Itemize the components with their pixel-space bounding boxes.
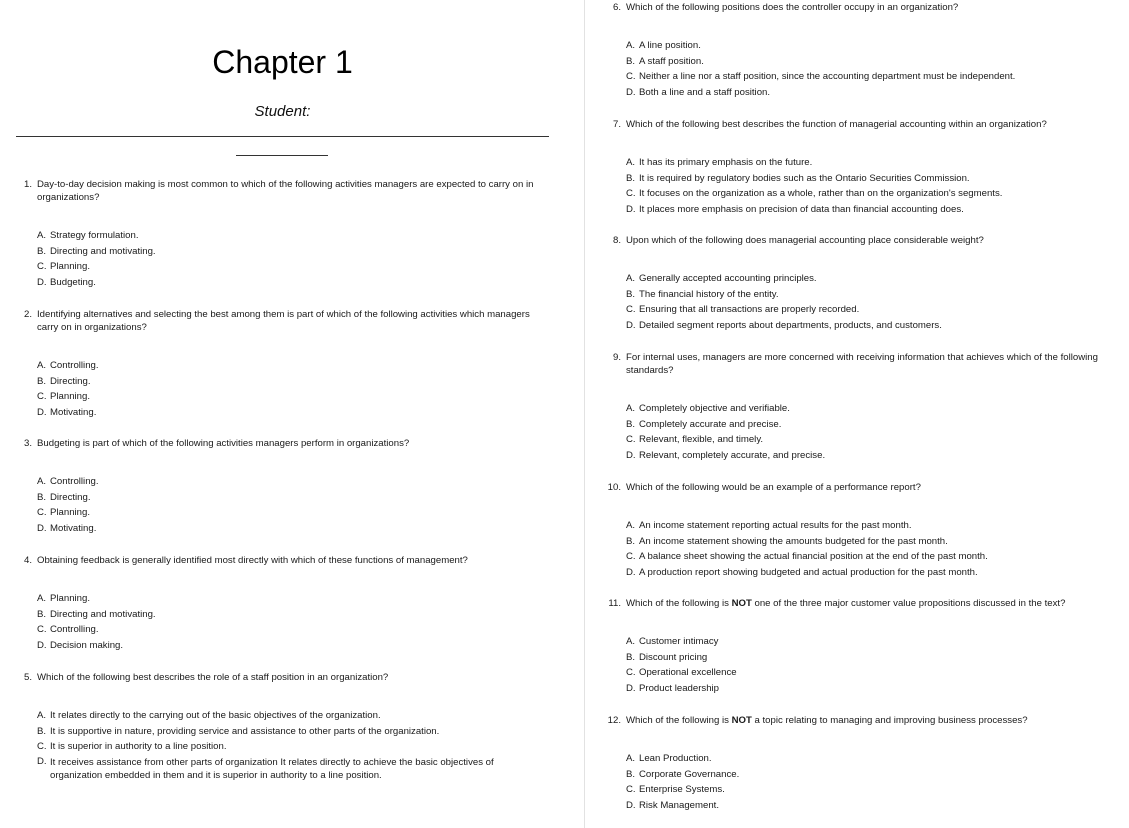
choice-letter: D. bbox=[626, 799, 636, 811]
choice-d bbox=[626, 798, 739, 814]
choice-text: Completely objective and verifiable. bbox=[639, 403, 790, 414]
page-divider bbox=[584, 0, 585, 828]
answer-choices bbox=[626, 518, 988, 580]
choice-a bbox=[37, 228, 156, 244]
choice-letter: B. bbox=[626, 418, 636, 430]
question-number: 2. bbox=[23, 309, 32, 320]
choice-text: Corporate Governance. bbox=[639, 768, 740, 780]
choice-text: Motivating. bbox=[50, 522, 97, 534]
question-number: 11. bbox=[608, 598, 621, 609]
choice-text: It is supportive in nature, providing service and assistance to other parts of the organization. bbox=[50, 725, 440, 737]
answer-choices bbox=[37, 358, 99, 420]
choice-text: The financial history of the entity. bbox=[639, 288, 779, 300]
question-number: 8. bbox=[612, 235, 621, 246]
choice-letter: B. bbox=[37, 245, 47, 257]
choice-a bbox=[626, 155, 1002, 171]
choice-letter: A. bbox=[37, 710, 47, 721]
question-text: Obtaining feedback is generally identified most directly with which of these functions of management? bbox=[37, 555, 468, 566]
choice-b bbox=[626, 171, 1002, 187]
choice-b bbox=[37, 374, 99, 390]
choice-letter: C. bbox=[37, 507, 47, 519]
choice-text: Operational excellence bbox=[639, 667, 737, 679]
choice-text: Controlling. bbox=[50, 476, 99, 487]
choice-b bbox=[626, 417, 825, 433]
choice-letter: C. bbox=[626, 188, 636, 200]
choice-a bbox=[626, 38, 1015, 54]
choice-letter: D. bbox=[626, 449, 636, 461]
choice-d bbox=[626, 448, 825, 464]
choice-letter: D. bbox=[626, 682, 636, 694]
choice-letter: C. bbox=[626, 784, 636, 796]
choice-letter: C. bbox=[626, 434, 636, 446]
choice-b bbox=[626, 767, 739, 783]
choice-text: Both a line and a staff position. bbox=[639, 86, 771, 98]
answer-choices bbox=[37, 708, 547, 782]
choice-letter: D. bbox=[626, 86, 636, 98]
choice-text: Completely accurate and precise. bbox=[639, 418, 782, 430]
answer-choices bbox=[626, 401, 825, 463]
choice-a bbox=[37, 708, 547, 724]
choice-a bbox=[37, 358, 99, 374]
choice-letter: D. bbox=[626, 203, 636, 215]
question-text: Which of the following best describes the function of managerial accounting within an organization? bbox=[626, 119, 1047, 130]
choice-text: Decision making. bbox=[50, 639, 124, 651]
choice-letter: B. bbox=[37, 491, 47, 503]
choice-a bbox=[626, 751, 739, 767]
choice-letter: C. bbox=[37, 391, 47, 403]
answer-choices bbox=[626, 634, 737, 696]
choice-text: It has its primary emphasis on the future. bbox=[639, 157, 813, 168]
choice-letter: A. bbox=[626, 273, 636, 284]
question-number: 7. bbox=[612, 119, 621, 130]
question-text-emphasis: NOT bbox=[731, 598, 752, 609]
choice-letter: D. bbox=[37, 755, 47, 767]
choice-text: Enterprise Systems. bbox=[639, 784, 725, 796]
choice-d bbox=[37, 638, 156, 654]
question-number: 12. bbox=[607, 715, 621, 726]
question-text: Budgeting is part of which of the following activities managers perform in organizations? bbox=[37, 438, 410, 449]
choice-text: Customer intimacy bbox=[639, 636, 719, 647]
choice-text: Product leadership bbox=[639, 682, 719, 694]
choice-text: An income statement showing the amounts budgeted for the past month. bbox=[639, 535, 948, 547]
question-number: 1. bbox=[23, 179, 32, 190]
choice-letter: A. bbox=[37, 230, 47, 241]
choice-letter: D. bbox=[626, 566, 636, 578]
choice-text: It is required by regulatory bodies such as the Ontario Securities Commission. bbox=[639, 172, 970, 184]
choice-c bbox=[626, 432, 825, 448]
choice-text: A staff position. bbox=[639, 55, 704, 67]
choice-text: Relevant, flexible, and timely. bbox=[639, 434, 764, 446]
choice-d bbox=[37, 405, 99, 421]
choice-letter: B. bbox=[37, 725, 47, 737]
choice-d bbox=[626, 565, 988, 581]
question-text-emphasis: NOT bbox=[731, 715, 752, 726]
chapter-title: Chapter 1 bbox=[212, 44, 353, 80]
choice-text: Directing. bbox=[50, 491, 91, 503]
choice-d bbox=[626, 318, 942, 334]
choice-letter: C. bbox=[37, 624, 47, 636]
choice-b bbox=[37, 244, 156, 260]
choice-a bbox=[626, 401, 825, 417]
choice-letter: B. bbox=[626, 55, 636, 67]
choice-text: Strategy formulation. bbox=[50, 230, 139, 241]
answer-choices bbox=[626, 271, 942, 333]
choice-c bbox=[37, 622, 156, 638]
choice-text: It is superior in authority to a line position. bbox=[50, 741, 227, 753]
choice-text: A line position. bbox=[639, 40, 701, 51]
choice-a bbox=[626, 634, 737, 650]
choice-c bbox=[37, 505, 99, 521]
choice-d bbox=[626, 85, 1015, 101]
answer-choices bbox=[626, 751, 739, 813]
question-text: Upon which of the following does managerial accounting place considerable weight? bbox=[626, 235, 984, 246]
choice-b bbox=[37, 724, 547, 740]
question-number: 5. bbox=[23, 672, 32, 683]
choice-text: It places more emphasis on precision of data than financial accounting does. bbox=[639, 203, 964, 215]
choice-text: Detailed segment reports about departments, products, and customers. bbox=[639, 319, 942, 331]
question-number: 10. bbox=[607, 482, 621, 493]
choice-a bbox=[37, 474, 99, 490]
choice-d bbox=[37, 275, 156, 291]
choice-letter: B. bbox=[37, 608, 47, 620]
choice-letter: B. bbox=[37, 375, 47, 387]
choice-letter: C. bbox=[626, 304, 636, 316]
answer-choices bbox=[37, 474, 99, 536]
question-text: Which of the following best describes the role of a staff position in an organization? bbox=[37, 672, 389, 683]
choice-c bbox=[37, 389, 99, 405]
answer-choices bbox=[626, 155, 1002, 217]
choice-text: Lean Production. bbox=[639, 753, 712, 764]
choice-letter: A. bbox=[37, 476, 47, 487]
question-text: Which of the following would be an example of a performance report? bbox=[626, 482, 921, 493]
choice-d bbox=[626, 681, 737, 697]
choice-letter: D. bbox=[37, 522, 47, 534]
choice-text: Controlling. bbox=[50, 360, 99, 371]
choice-c bbox=[37, 739, 547, 755]
question-text: For internal uses, managers are more concerned with receiving information that achieves which of the following standards? bbox=[626, 352, 1098, 376]
choice-d bbox=[626, 202, 1002, 218]
question-text: Which of the following positions does the controller occupy in an organization? bbox=[626, 2, 959, 13]
choice-c bbox=[626, 69, 1015, 85]
choice-letter: A. bbox=[626, 403, 636, 414]
choice-text: Motivating. bbox=[50, 406, 97, 418]
choice-text: Relevant, completely accurate, and precise. bbox=[639, 449, 826, 461]
choice-letter: A. bbox=[626, 40, 636, 51]
choice-text: Discount pricing bbox=[639, 651, 708, 663]
choice-letter: C. bbox=[626, 551, 636, 563]
choice-letter: D. bbox=[37, 639, 47, 651]
choice-b bbox=[626, 534, 988, 550]
choice-letter: A. bbox=[626, 520, 636, 531]
student-label: Student: bbox=[254, 103, 311, 120]
choice-letter: A. bbox=[37, 593, 47, 604]
question-number: 9. bbox=[612, 352, 621, 363]
right-page bbox=[586, 0, 1129, 828]
choice-letter: A. bbox=[37, 360, 47, 371]
choice-d bbox=[37, 755, 547, 782]
choice-d bbox=[37, 521, 99, 537]
question-number: 4. bbox=[23, 555, 32, 566]
choice-letter: C. bbox=[626, 667, 636, 679]
choice-b bbox=[37, 607, 156, 623]
choice-text: Neither a line nor a staff position, since the accounting department must be independent. bbox=[639, 71, 1016, 83]
choice-letter: B. bbox=[626, 768, 636, 780]
choice-text: It receives assistance from other parts of organization It relates directly to achieve the basic objectives of organization embedded in them and it is superior in authority to a line position. bbox=[50, 756, 494, 781]
choice-c bbox=[626, 665, 737, 681]
choice-text: Risk Management. bbox=[639, 799, 719, 811]
choice-c bbox=[626, 549, 988, 565]
choice-text: A production report showing budgeted and actual production for the past month. bbox=[639, 566, 978, 578]
question-text: Identifying alternatives and selecting the best among them is part of which of the following activities which managers carry on in organizations? bbox=[37, 309, 530, 333]
choice-letter: D. bbox=[37, 406, 47, 418]
choice-text: It relates directly to the carrying out of the basic objectives of the organization. bbox=[50, 710, 381, 721]
choice-text: A balance sheet showing the actual financial position at the end of the past month. bbox=[639, 551, 988, 563]
choice-text: Planning. bbox=[50, 391, 91, 403]
question-number: 3. bbox=[23, 438, 32, 449]
short-rule bbox=[236, 155, 328, 156]
choice-text: Directing and motivating. bbox=[50, 608, 156, 620]
question-text-before: Which of the following is bbox=[626, 598, 732, 609]
choice-letter: C. bbox=[626, 71, 636, 83]
question-text: Day-to-day decision making is most common to which of the following activities managers are expected to carry on in organizations? bbox=[37, 179, 534, 203]
choice-text: Directing. bbox=[50, 375, 91, 387]
answer-choices bbox=[626, 38, 1015, 100]
choice-text: An income statement reporting actual results for the past month. bbox=[639, 520, 912, 531]
choice-text: Directing and motivating. bbox=[50, 245, 156, 257]
question-text bbox=[626, 714, 1028, 727]
question-number: 6. bbox=[612, 2, 621, 13]
choice-b bbox=[626, 287, 942, 303]
answer-choices bbox=[37, 591, 156, 653]
choice-c bbox=[37, 259, 156, 275]
choice-text: Planning. bbox=[50, 507, 91, 519]
choice-text: Planning. bbox=[50, 593, 91, 604]
choice-a bbox=[626, 518, 988, 534]
answer-choices bbox=[37, 228, 156, 290]
choice-text: Planning. bbox=[50, 261, 91, 273]
choice-b bbox=[626, 650, 737, 666]
question-text bbox=[626, 597, 1065, 610]
choice-letter: B. bbox=[626, 535, 636, 547]
choice-letter: B. bbox=[626, 172, 636, 184]
choice-text: Controlling. bbox=[50, 624, 99, 636]
choice-c bbox=[626, 782, 739, 798]
choice-letter: B. bbox=[626, 288, 636, 300]
choice-text: Budgeting. bbox=[50, 276, 96, 288]
choice-c bbox=[626, 302, 942, 318]
choice-letter: A. bbox=[626, 636, 636, 647]
choice-letter: D. bbox=[37, 276, 47, 288]
choice-b bbox=[37, 490, 99, 506]
choice-text: Generally accepted accounting principles. bbox=[639, 273, 817, 284]
student-name-line bbox=[16, 136, 549, 137]
choice-letter: D. bbox=[626, 319, 636, 331]
question-text-before: Which of the following is bbox=[626, 715, 732, 726]
choice-letter: B. bbox=[626, 651, 636, 663]
choice-a bbox=[37, 591, 156, 607]
question-text-after: one of the three major customer value propositions discussed in the text? bbox=[751, 598, 1066, 609]
choice-text: Ensuring that all transactions are properly recorded. bbox=[639, 304, 860, 316]
question-text-after: a topic relating to managing and improving business processes? bbox=[751, 715, 1028, 726]
choice-letter: A. bbox=[626, 753, 636, 764]
choice-a bbox=[626, 271, 942, 287]
choice-letter: C. bbox=[37, 741, 47, 753]
choice-letter: C. bbox=[37, 261, 47, 273]
choice-letter: A. bbox=[626, 157, 636, 168]
choice-text: It focuses on the organization as a whole, rather than on the organization's segments. bbox=[639, 188, 1003, 200]
choice-b bbox=[626, 54, 1015, 70]
choice-c bbox=[626, 186, 1002, 202]
